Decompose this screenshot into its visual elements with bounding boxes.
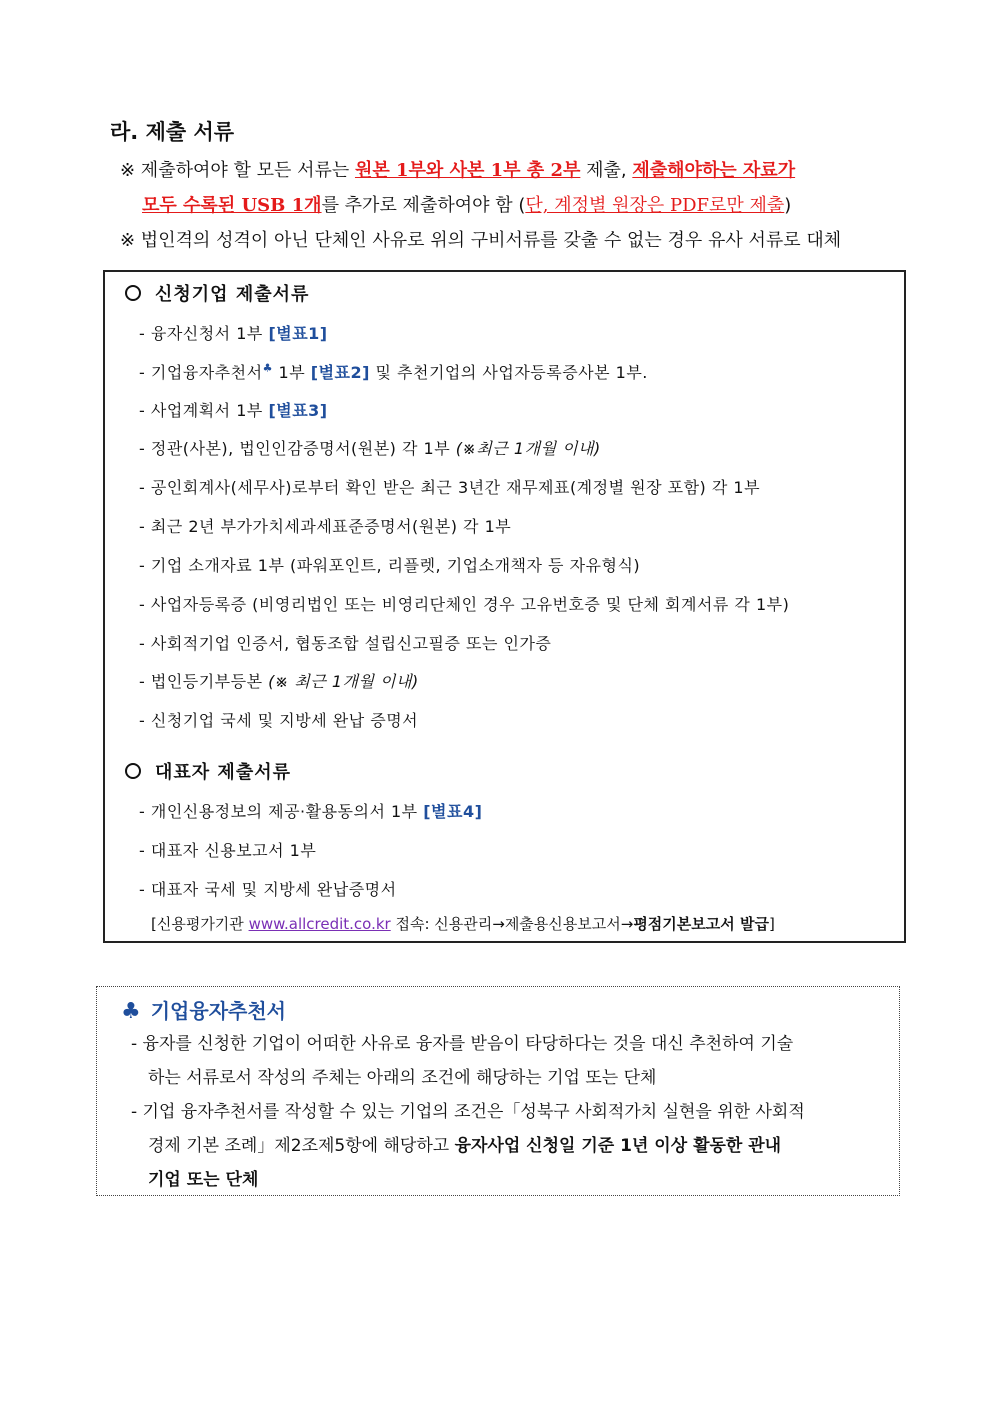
recommendation-paragraph-2 [131,1095,871,1197]
item-text: 및 추천기업의 사업자등록증사본 1부. [369,363,648,382]
club-icon: ♣ [262,361,273,375]
para-text: 경제 기본 조례」제2조제5항에 해당하고 [148,1136,455,1156]
para-bold: 융자사업 신청일 기준 1년 이상 활동한 관내 [454,1136,782,1156]
list-item: - 신청기업 국세 및 지방세 완납 증명서 [139,711,419,730]
item-text: - 기업융자추천서 [139,363,263,382]
note-2-highlight-2: 단, 계정별 원장은 PDF로만 제출 [525,195,785,216]
note-1-mid: 제출, [580,160,633,181]
note-2-highlight: 모두 수록된 USB 1개 [142,195,322,216]
representative-group-title [125,758,291,784]
club-icon: ♣ [121,999,141,1024]
item-text: - 융자신청서 1부 [139,324,269,343]
credit-footnote [151,913,775,934]
note-1-highlight-2: 제출해야하는 자료가 [632,160,796,181]
note-1 [120,158,795,184]
list-item: - 사회적기업 인증서, 협동조합 설립신고필증 또는 인가증 [139,634,552,653]
applicant-group-title [125,280,309,306]
applicant-title-text: 신청기업 제출서류 [155,284,310,305]
attachment-ref: [별표1] [268,324,328,343]
recommendation-paragraph-1 [131,1027,871,1095]
note-2-end: ) [784,195,792,216]
section-title: 라. 제출 서류 [110,120,235,144]
list-item [139,436,601,459]
item-text: - 개인신용정보의 제공·활용동의서 1부 [139,802,424,821]
footnote-bold: 평점기본보고서 발급 [633,915,769,933]
list-item [139,360,648,383]
note-1-highlight: 원본 1부와 사본 1부 총 2부 [354,160,581,181]
list-item: - 대표자 신용보고서 1부 [139,841,317,860]
list-item [139,799,482,822]
note-3: ※ 법인격의 성격이 아닌 단체인 사유로 위의 구비서류를 갖출 수 없는 경우 유사 서류로 대체 [120,230,842,251]
item-note: (※최근 1개월 이내) [455,439,601,458]
para-line: 하는 서류로서 작성의 주체는 아래의 조건에 해당하는 기업 또는 단체 [148,1068,657,1088]
circle-bullet-icon [125,285,141,301]
recommendation-title-text: 기업융자추천서 [150,999,286,1023]
list-item: - 대표자 국세 및 지방세 완납증명서 [139,880,397,899]
recommendation-title [121,995,286,1024]
credit-agency-link[interactable]: www.allcredit.co.kr [248,915,391,933]
para-line: - 기업 융자추천서를 작성할 수 있는 기업의 조건은「성북구 사회적가치 실현을 위한 사회적 [131,1102,805,1122]
para-line [131,1129,871,1163]
item-note: (※ 최근 1개월 이내) [268,672,419,691]
item-text: - 사업계획서 1부 [139,401,269,420]
item-text: 1부 [272,363,311,382]
footnote-text: 접속: 신용관리→제출용신용보고서→ [390,915,634,933]
list-item: - 최근 2년 부가가치세과세표준증명서(원본) 각 1부 [139,517,512,536]
list-item [139,669,419,692]
recommendation-box [96,986,900,1196]
attachment-ref: [별표2] [310,363,370,382]
list-item [139,321,328,344]
footnote-text: [신용평가기관 [151,915,249,933]
note-2 [142,193,791,219]
item-text: - 정관(사본), 법인인감증명서(원본) 각 1부 [139,439,456,458]
list-item: - 사업자등록증 (비영리법인 또는 비영리단체인 경우 고유번호증 및 단체 회계서류 각 1부) [139,595,790,614]
circle-bullet-icon [125,763,141,779]
para-line: - 융자를 신청한 기업이 어떠한 사유로 융자를 받음이 타당하다는 것을 대신 추천하여 기술 [131,1034,794,1054]
note-2-mid: 를 추가로 제출하여야 함 ( [321,195,526,216]
list-item [139,398,328,421]
para-line [131,1163,871,1197]
documents-box [103,270,906,943]
attachment-ref: [별표4] [423,802,483,821]
footnote-text: ] [768,915,775,933]
list-item: - 공인회계사(세무사)로부터 확인 받은 최근 3년간 재무제표(계정별 원장 포함) 각 1부 [139,478,761,497]
representative-title-text: 대표자 제출서류 [155,762,291,783]
list-item: - 기업 소개자료 1부 (파워포인트, 리플렛, 기업소개책자 등 자유형식) [139,556,641,575]
item-text: - 법인등기부등본 [139,672,269,691]
attachment-ref: [별표3] [268,401,328,420]
note-1-text: ※ 제출하여야 할 모든 서류는 [120,160,355,181]
para-bold: 기업 또는 단체 [148,1170,259,1190]
